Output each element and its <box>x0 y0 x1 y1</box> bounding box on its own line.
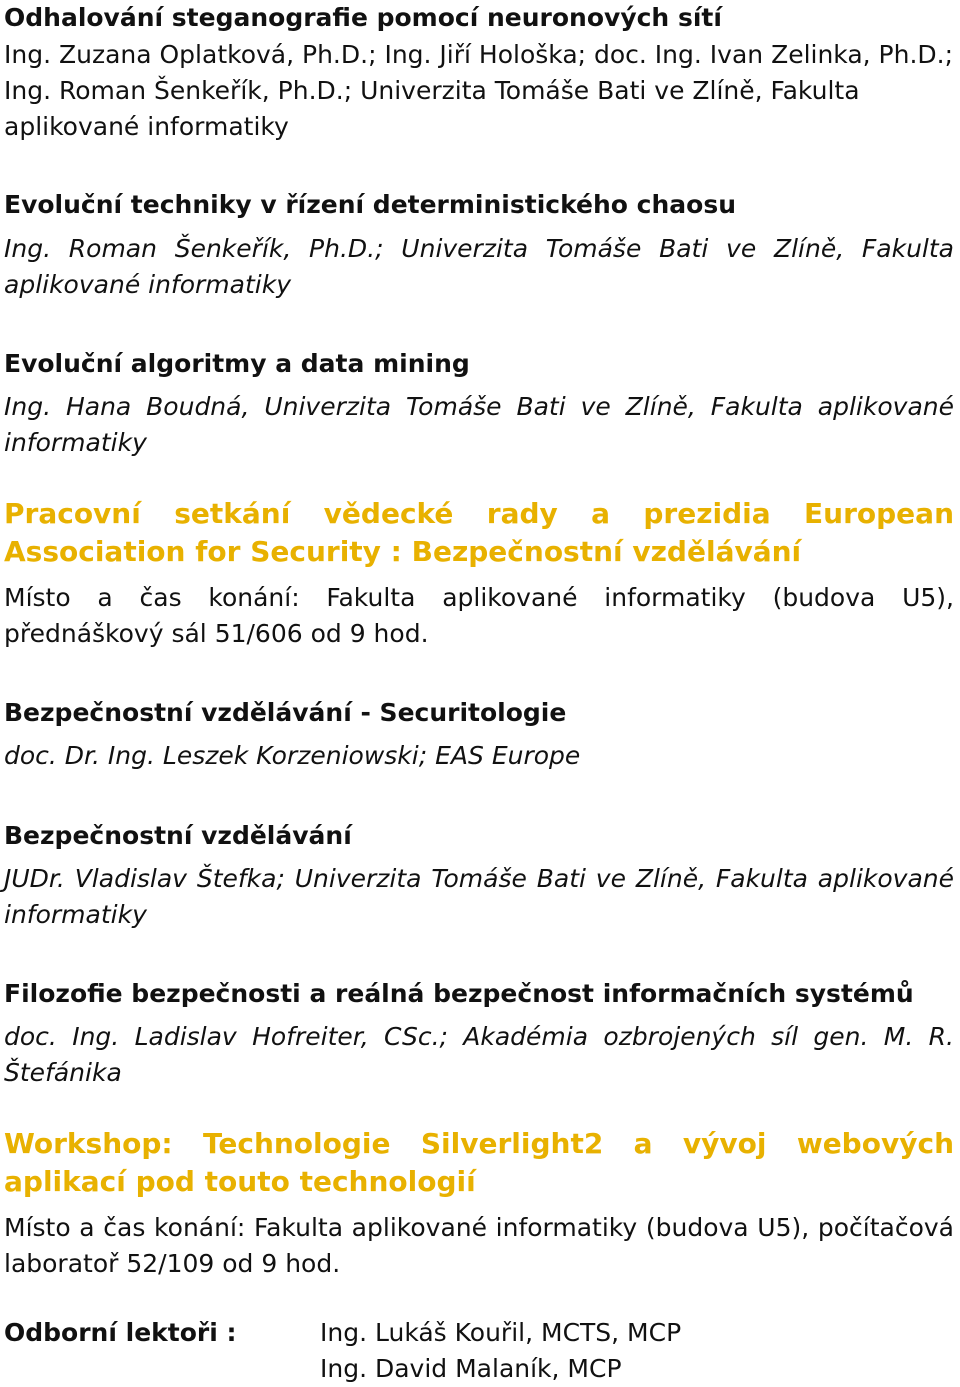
session-authors: JUDr. Vladislav Štefka; Univerzita Tomáše Bati ve Zlíně, Fakulta aplikované informatiky <box>4 864 954 929</box>
session-title: Evoluční algoritmy a data mining <box>4 349 470 378</box>
session-authors: Ing. Roman Šenkeřík, Ph.D.; Univerzita Tomáše Bati ve Zlíně, Fakulta aplikované informatiky <box>4 234 954 299</box>
workshop-heading: Workshop: Technologie Silverlight2 a vývoj webových aplikací pod touto technologií <box>4 1127 954 1198</box>
session-title: Filozofie bezpečnosti a reálná bezpečnost informačních systémů <box>4 979 914 1008</box>
session-title: Bezpečnostní vzdělávání <box>4 821 352 850</box>
session-authors: doc. Ing. Ladislav Hofreiter, CSc.; Akadémia ozbrojených síl gen. M. R. Štefánika <box>4 1022 954 1087</box>
session-title: Odhalování steganografie pomocí neuronových sítí <box>4 3 722 32</box>
session-authors: Ing. Hana Boudná, Univerzita Tomáše Bati ve Zlíně, Fakulta aplikované informatiky <box>4 392 954 457</box>
session-authors: Ing. Zuzana Oplatková, Ph.D.; Ing. Jiří Hološka; doc. Ing. Ivan Zelinka, Ph.D.; Ing. Roman Šenkeřík, Ph.D.; Univerzita Tomáše Bati ve Zlíně, Fakulta aplikované informatiky <box>4 40 954 141</box>
session-title: Evoluční techniky v řízení deterministického chaosu <box>4 190 737 219</box>
session-title: Bezpečnostní vzdělávání - Securitologie <box>4 698 567 727</box>
meeting-heading: Pracovní setkání vědecké rady a prezidia European Association for Security : Bezpečnostní vzdělávání <box>4 497 954 568</box>
lecturers-label: Odborní lektoři : <box>4 1318 237 1347</box>
lecturers-list <box>320 1315 681 1387</box>
lecturer-name: Ing. David Malaník, MCP <box>320 1354 622 1383</box>
workshop-venue: Místo a čas konání: Fakulta aplikované informatiky (budova U5), počítačová laboratoř 52/109 od 9 hod. <box>4 1213 954 1278</box>
session-authors: doc. Dr. Ing. Leszek Korzeniowski; EAS Europe <box>4 741 581 770</box>
lecturer-name: Ing. Lukáš Kouřil, MCTS, MCP <box>320 1318 682 1347</box>
meeting-venue: Místo a čas konání: Fakulta aplikované informatiky (budova U5), přednáškový sál 51/606 od 9 hod. <box>4 583 954 648</box>
